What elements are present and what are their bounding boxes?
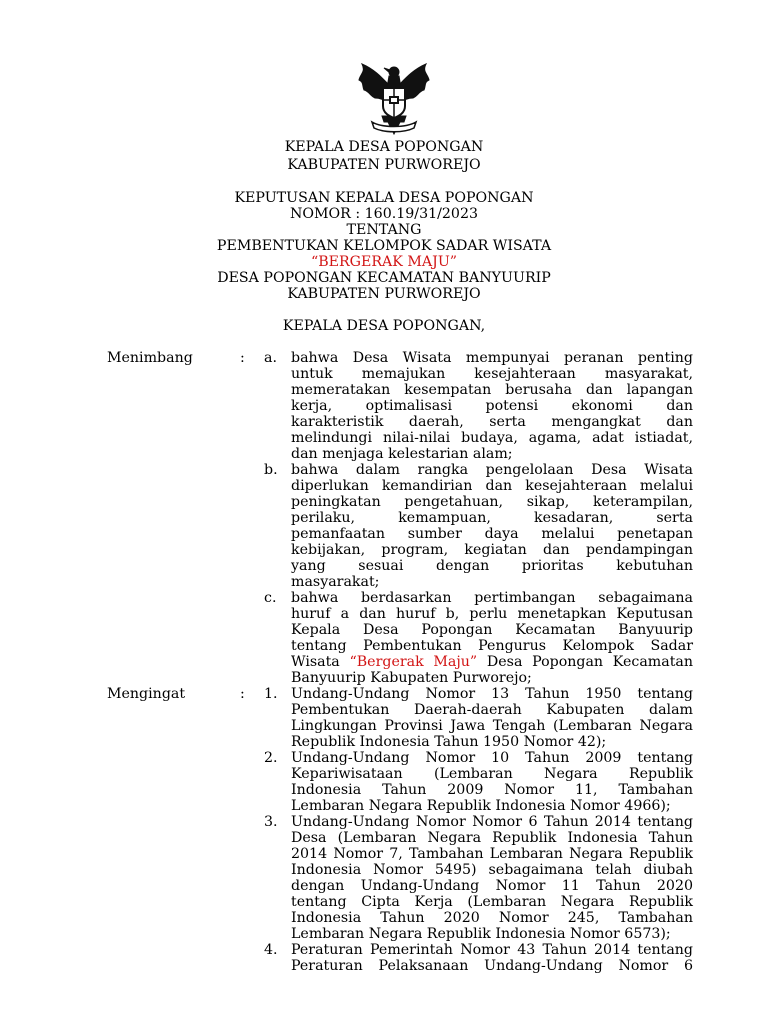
text-line: dan menjaga kelestarian alam; xyxy=(291,446,513,462)
menimbang-label: Menimbang xyxy=(107,350,193,366)
issuer-heading: KEPALA DESA POPONGAN, xyxy=(282,318,486,334)
mengingat-item-3 xyxy=(291,814,693,942)
text-line: Peraturan Pelaksanaan Undang-Undang Nomor 6 xyxy=(291,958,693,974)
text-line: diperlukan kemandirian dan kesejahteraan melalui xyxy=(291,478,693,494)
text-line: Peraturan Pemerintah Nomor 43 Tahun 2014 tentang xyxy=(291,942,693,958)
text-line: Desa (Lembaran Negara Republik Indonesia Tahun xyxy=(291,830,693,846)
text-line: bahwa Desa Wisata mempunyai peranan penting xyxy=(291,350,693,366)
header-line-2: KABUPATEN PURWOREJO xyxy=(287,157,481,173)
text-line xyxy=(291,654,693,670)
decree-location-1: DESA POPONGAN KECAMATAN BANYUURIP xyxy=(217,270,551,286)
text-fragment: Desa Popongan Kecamatan xyxy=(477,654,694,670)
text-line: 2014 Nomor 7, Tambahan Lembaran Negara Republik xyxy=(291,846,693,862)
group-name: “BERGERAK MAJU” xyxy=(310,254,458,270)
text-line: Indonesia Tahun 2009 Nomor 11, Tambahan xyxy=(291,782,693,798)
text-line: memeratakan kesempatan berusaha dan lapangan xyxy=(291,382,693,398)
mengingat-marker-1: 1. xyxy=(264,686,278,702)
text-line: Banyuurip Kabupaten Purworejo; xyxy=(291,670,532,686)
decree-number: NOMOR : 160.19/31/2023 xyxy=(289,206,479,222)
menimbang-item-b xyxy=(291,462,693,590)
text-line: Lingkungan Provinsi Jawa Tengah (Lembaran Negara xyxy=(291,718,693,734)
decree-subject: PEMBENTUKAN KELOMPOK SADAR WISATA xyxy=(216,238,552,254)
mengingat-marker-2: 2. xyxy=(264,750,278,766)
text-line: Undang-Undang Nomor 13 Tahun 1950 tentang xyxy=(291,686,693,702)
text-line: Pembentukan Daerah-daerah Kabupaten dalam xyxy=(291,702,693,718)
text-line: bahwa dalam rangka pengelolaan Desa Wisata xyxy=(291,462,693,478)
menimbang-item-a xyxy=(291,350,693,462)
text-line: Undang-Undang Nomor Nomor 6 Tahun 2014 tentang xyxy=(291,814,693,830)
text-line: dengan Undang-Undang Nomor 11 Tahun 2020 xyxy=(291,878,693,894)
mengingat-item-4 xyxy=(291,942,693,974)
decree-about: TENTANG xyxy=(346,222,422,238)
mengingat-label: Mengingat xyxy=(107,686,186,702)
mengingat-colon: : xyxy=(240,686,245,702)
text-line: karakteristik daerah, serta mengangkat dan xyxy=(291,414,693,430)
menimbang-colon: : xyxy=(240,350,245,366)
text-line: perilaku, kemampuan, kesadaran, serta xyxy=(291,510,693,526)
text-line: bahwa berdasarkan pertimbangan sebagaimana xyxy=(291,590,693,606)
text-line: pemanfaatan sumber daya melalui penetapan xyxy=(291,526,693,542)
text-line: huruf a dan huruf b, perlu menetapkan Keputusan xyxy=(291,606,693,622)
header-line-1: KEPALA DESA POPONGAN xyxy=(284,139,484,155)
text-line: peningkatan pengetahuan, sikap, keterampilan, xyxy=(291,494,693,510)
mengingat-item-1 xyxy=(291,686,693,750)
text-line: kerja, optimalisasi potensi ekonomi dan xyxy=(291,398,693,414)
text-line: untuk memajukan kesejahteraan masyarakat, xyxy=(291,366,693,382)
text-line: yang sesuai dengan prioritas kebutuhan xyxy=(291,558,693,574)
text-line: Kepariwisataan (Lembaran Negara Republik xyxy=(291,766,693,782)
text-line: Indonesia Tahun 2020 Nomor 245, Tambahan xyxy=(291,910,693,926)
decree-location-2: KABUPATEN PURWOREJO xyxy=(287,286,481,302)
text-line: tentang Pembentukan Pengurus Kelompok Sadar xyxy=(291,638,693,654)
menimbang-marker-b: b. xyxy=(264,462,278,478)
mengingat-item-2 xyxy=(291,750,693,814)
menimbang-marker-c: c. xyxy=(264,590,277,606)
garuda-emblem-icon xyxy=(356,58,432,138)
group-name-inline: “Bergerak Maju” xyxy=(349,654,478,670)
decree-title: KEPUTUSAN KEPALA DESA POPONGAN xyxy=(234,190,534,206)
text-line: Kepala Desa Popongan Kecamatan Banyuurip xyxy=(291,622,693,638)
menimbang-item-c xyxy=(291,590,693,686)
mengingat-marker-3: 3. xyxy=(264,814,278,830)
text-line: Indonesia Nomor 5495) sebagaimana telah diubah xyxy=(291,862,693,878)
menimbang-marker-a: a. xyxy=(264,350,277,366)
text-fragment: Wisata xyxy=(291,654,350,670)
text-line: Undang-Undang Nomor 10 Tahun 2009 tentang xyxy=(291,750,693,766)
text-line: kebijakan, program, kegiatan dan pendampingan xyxy=(291,542,693,558)
text-line: Lembaran Negara Republik Indonesia Nomor 4966); xyxy=(291,798,671,814)
text-line: melindungi nilai-nilai budaya, agama, adat istiadat, xyxy=(291,430,693,446)
text-line: Lembaran Negara Republik Indonesia Nomor 6573); xyxy=(291,926,671,942)
text-line: tentang Cipta Kerja (Lembaran Negara Republik xyxy=(291,894,693,910)
text-line: masyarakat; xyxy=(291,574,380,590)
mengingat-marker-4: 4. xyxy=(264,942,278,958)
text-line: Republik Indonesia Tahun 1950 Nomor 42); xyxy=(291,734,607,750)
